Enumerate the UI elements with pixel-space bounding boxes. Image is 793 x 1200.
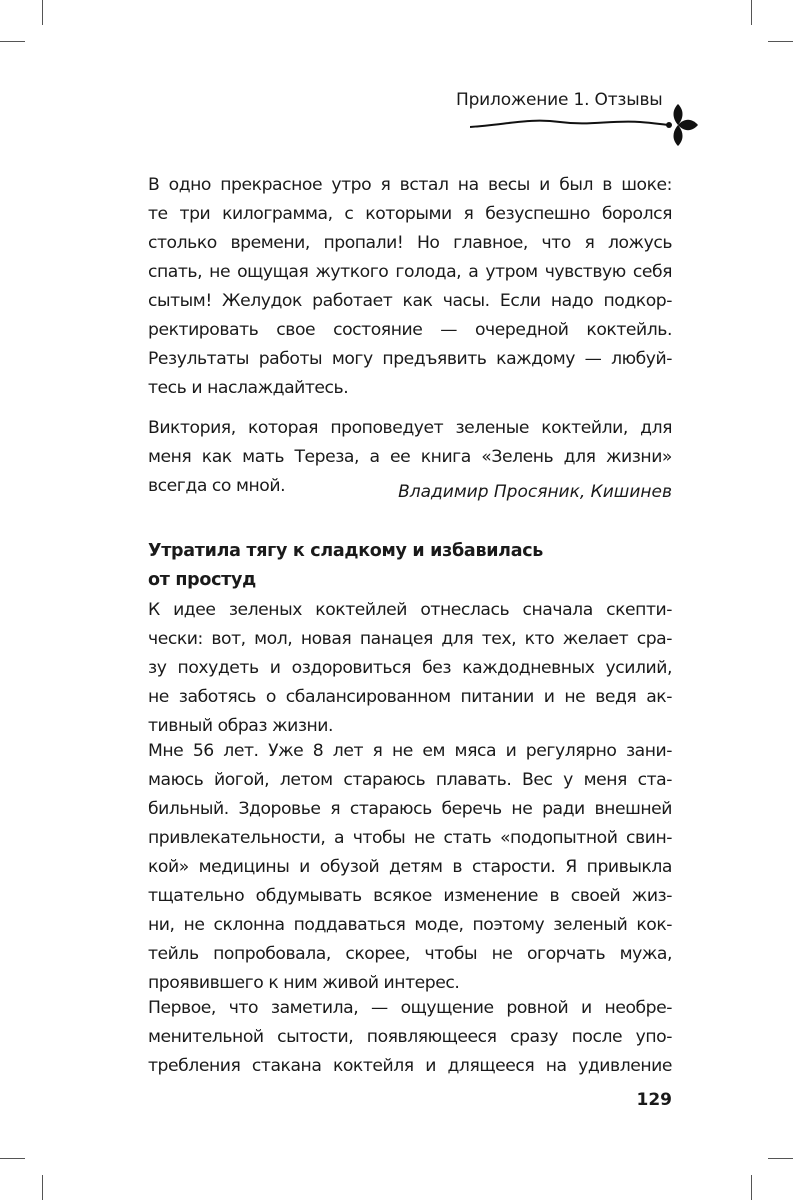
section-heading — [148, 537, 543, 595]
text-line: меня как мать Тереза, а ее книга «Зелень для жизни» — [148, 447, 672, 467]
text-line: тейль попробовала, скорее, чтобы не огорчать мужа, — [148, 944, 672, 964]
text-line: спать, не ощущая жуткого голода, а утром чувствую себя — [148, 262, 672, 282]
running-header: Приложение 1. Отзывы — [456, 90, 663, 110]
text-line: проявившего к ним живой интерес. — [148, 973, 460, 993]
text-line: Мне 56 лет. Уже 8 лет я не ем мяса и регулярно зани- — [148, 741, 672, 761]
text-line: привлекательности, а чтобы не стать «подопытной свин- — [148, 828, 672, 848]
text-line: тесь и наслаждайтесь. — [148, 378, 349, 398]
text-line: всегда со мной. — [148, 476, 286, 496]
text-line: В одно прекрасное утро я встал на весы и был в шоке: — [148, 175, 672, 195]
text-line: К идее зеленых коктейлей отнеслась сначала скепти- — [148, 600, 672, 620]
text-line: те три килограмма, с которыми я безуспешно боролся — [148, 204, 672, 224]
text-line: столько времени, пропали! Но главное, что я ложусь — [148, 233, 672, 253]
text-line: чески: вот, мол, новая панацея для тех, кто желает сра- — [148, 629, 672, 649]
text-line: требления стакана коктейля и длящееся на удивление — [148, 1056, 672, 1076]
crop-mark — [0, 1158, 25, 1159]
crop-mark — [768, 1158, 793, 1159]
heading-line: от простуд — [148, 570, 256, 590]
text-line: не заботясь о сбалансированном питании и не ведя ак- — [148, 687, 672, 707]
crop-mark — [751, 1175, 752, 1200]
text-line: сытым! Желудок работает как часы. Если надо подкор- — [148, 291, 672, 311]
paragraph — [148, 994, 672, 1081]
paragraph — [148, 596, 672, 741]
paragraph — [148, 737, 672, 998]
crop-mark — [42, 1175, 43, 1200]
heading-line: Утратила тягу к сладкому и избавилась — [148, 541, 544, 561]
text-line: ни, не склонна поддаваться моде, поэтому зеленый кок- — [148, 915, 672, 935]
text-line: менительной сытости, появляющееся сразу после упо- — [148, 1027, 672, 1047]
crop-mark — [0, 41, 25, 42]
text-line: тивный образ жизни. — [148, 716, 334, 736]
text-line: Первое, что заметила, — ощущение ровной и необре- — [148, 998, 672, 1018]
crop-mark — [768, 41, 793, 42]
crop-mark — [751, 0, 752, 25]
text-line: кой» медицины и обузой детям в старости. Я привыкла — [148, 857, 672, 877]
text-line: зу похудеть и оздоровиться без каждодневных усилий, — [148, 658, 672, 678]
signature: Владимир Просяник, Кишинев — [398, 482, 672, 502]
text-line: маюсь йогой, летом стараюсь плавать. Вес у меня ста- — [148, 770, 672, 790]
page-number: 129 — [636, 1090, 672, 1110]
text-line: бильный. Здоровье я стараюсь беречь не ради внешней — [148, 799, 672, 819]
text-line: Результаты работы могу предъявить каждому — любуй- — [148, 349, 672, 369]
floral-ornament-icon — [470, 104, 700, 154]
paragraph — [148, 171, 672, 403]
crop-mark — [42, 0, 43, 25]
text-line: тщательно обдумывать всякое изменение в своей жиз- — [148, 886, 672, 906]
text-line: ректировать свое состояние — очередной коктейль. — [148, 320, 672, 340]
text-line: Виктория, которая проповедует зеленые коктейли, для — [148, 418, 672, 438]
